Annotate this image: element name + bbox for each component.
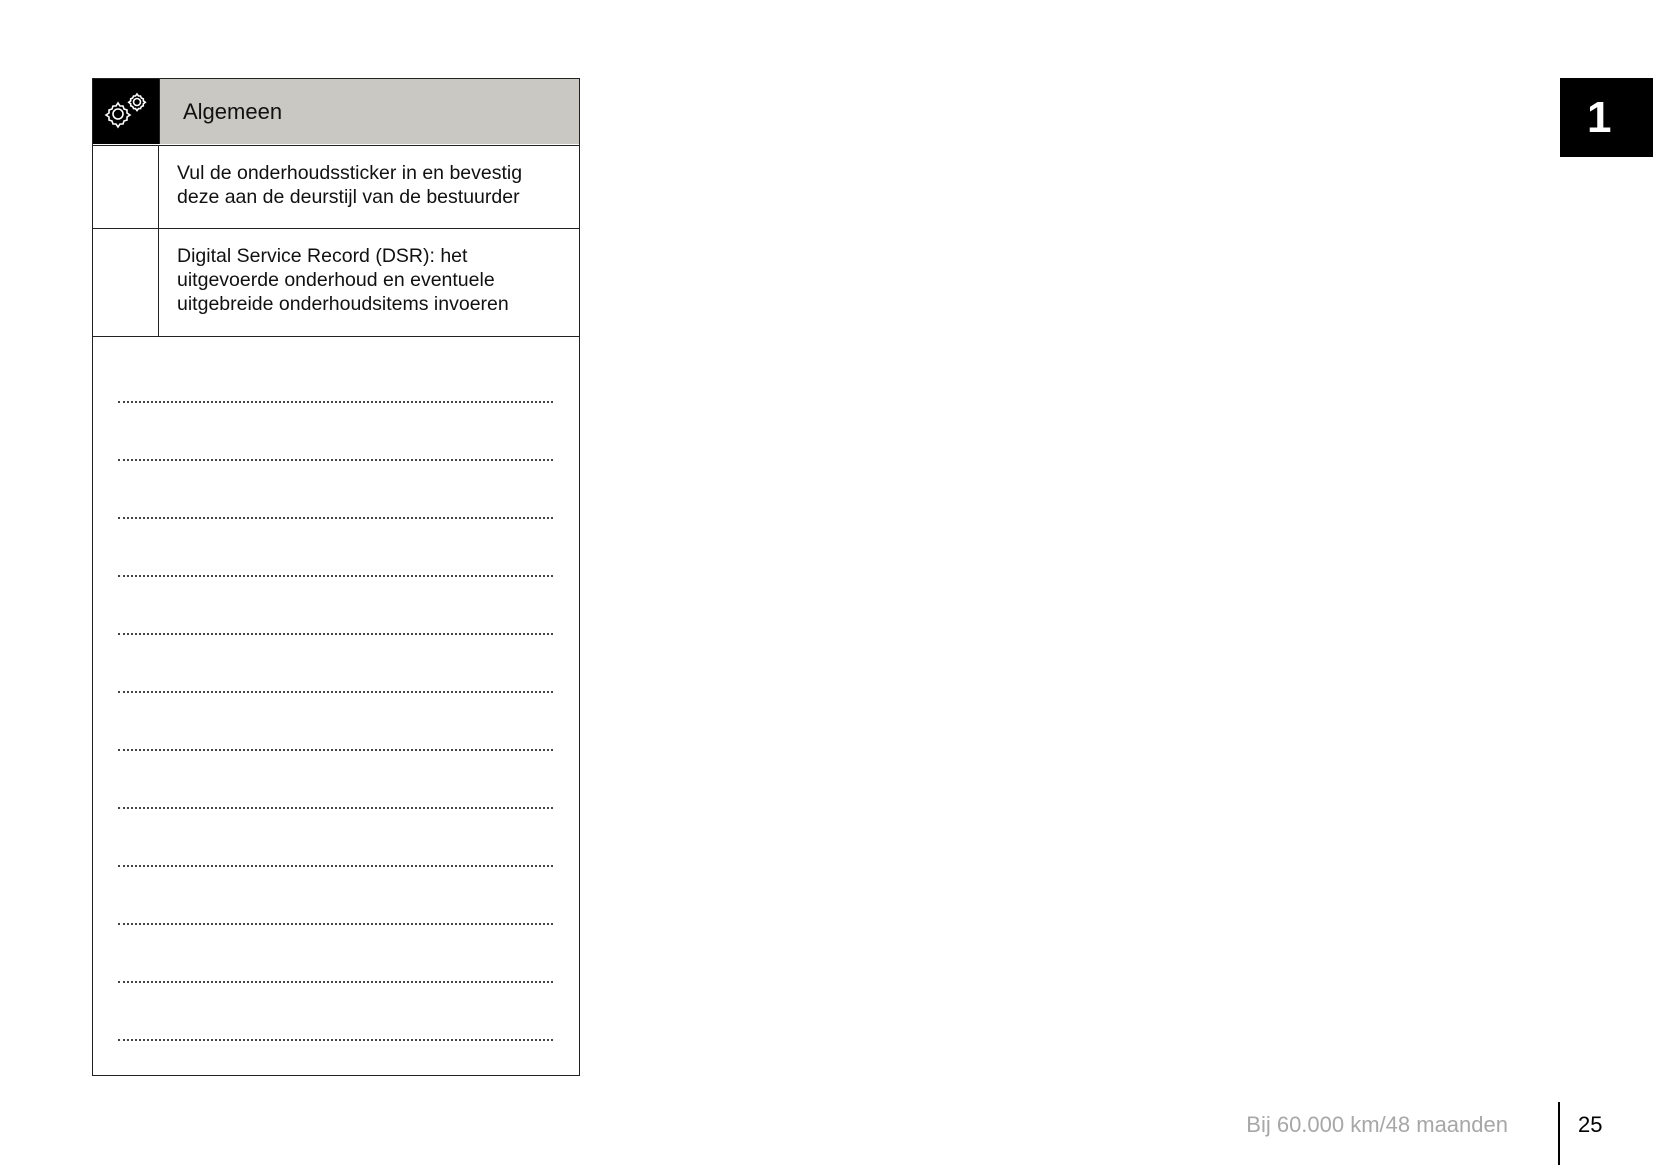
note-line[interactable] xyxy=(118,575,553,577)
page-number: 25 xyxy=(1578,1112,1603,1137)
maintenance-table xyxy=(92,78,580,1076)
item-text-line: uitgevoerde onderhoud en eventuele xyxy=(177,269,495,291)
chapter-tab: 1 xyxy=(1560,78,1653,157)
note-line[interactable] xyxy=(118,749,553,751)
section-title: Algemeen xyxy=(159,79,579,144)
note-line[interactable] xyxy=(118,865,553,867)
item-text xyxy=(177,244,559,316)
item-text xyxy=(177,161,559,209)
note-line[interactable] xyxy=(118,691,553,693)
notes-area[interactable] xyxy=(93,337,579,1075)
checkbox-cell[interactable] xyxy=(93,229,159,336)
note-line[interactable] xyxy=(118,401,553,403)
item-text-line: uitgebreide onderhoudsitems invoeren xyxy=(177,293,509,315)
item-text-line: Vul de onderhoudssticker in en bevestig xyxy=(177,162,523,184)
checkbox-cell[interactable] xyxy=(93,146,159,228)
note-line[interactable] xyxy=(118,517,553,519)
item-text-line: Digital Service Record (DSR): het xyxy=(177,245,468,267)
note-line[interactable] xyxy=(118,459,553,461)
note-line[interactable] xyxy=(118,923,553,925)
item-text-line: deze aan de deurstijl van de bestuurder xyxy=(177,186,520,208)
table-row xyxy=(93,146,579,229)
note-line[interactable] xyxy=(118,807,553,809)
note-line[interactable] xyxy=(118,1039,553,1041)
gears-icon xyxy=(93,79,159,144)
footer-divider xyxy=(1558,1102,1560,1165)
note-line[interactable] xyxy=(118,633,553,635)
footer-interval: Bij 60.000 km/48 maanden xyxy=(1246,1112,1508,1137)
note-line[interactable] xyxy=(118,981,553,983)
table-row xyxy=(93,229,579,337)
table-header xyxy=(93,79,579,146)
